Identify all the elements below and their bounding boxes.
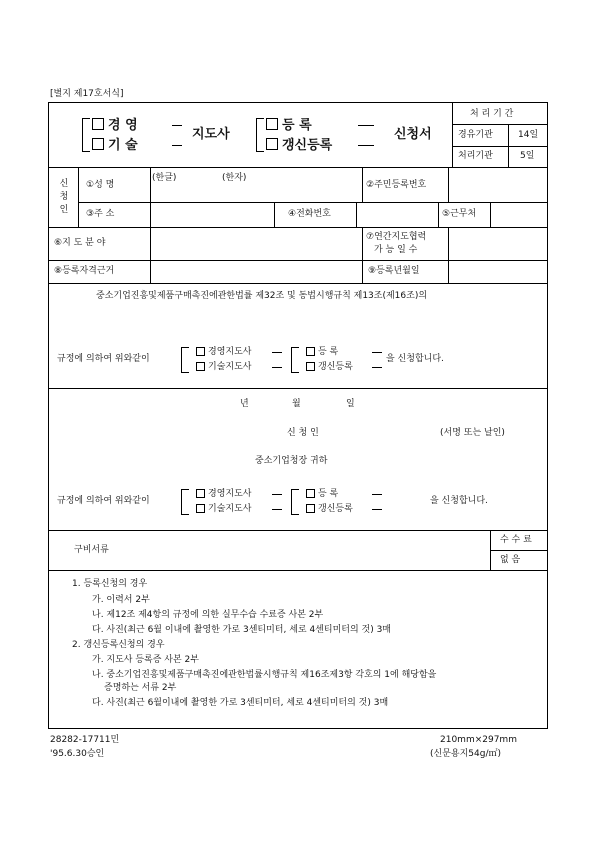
proc-value: 5일 xyxy=(520,151,535,161)
applicant-side-label: 신 청 인 xyxy=(59,179,69,215)
note-item: 나. 제12조 제4항의 규정에 의한 실무수습 수료증 사본 2부 xyxy=(92,610,324,620)
stmt2-opt-manage[interactable]: 경영지도사 xyxy=(196,489,251,499)
name-hanja-label: (한자) xyxy=(222,173,247,183)
address-field[interactable] xyxy=(152,205,272,225)
date-month: 월 xyxy=(292,399,301,409)
stmt-opt-register[interactable]: 등 록 xyxy=(306,347,338,357)
stmt2-opt-tech[interactable]: 기술지도사 xyxy=(196,504,251,514)
checkbox-icon[interactable] xyxy=(196,504,205,513)
checkbox-icon[interactable] xyxy=(196,489,205,498)
checkbox-icon[interactable] xyxy=(266,118,278,130)
rrn-field[interactable] xyxy=(450,170,546,200)
signature-field[interactable] xyxy=(330,424,430,440)
note-item: 다. 사진(최근 6월 이내에 촬영한 가로 3센티미터, 세로 4센티미터의 것) 3매 xyxy=(92,625,391,635)
qual-field[interactable] xyxy=(152,263,360,281)
checkbox-icon[interactable] xyxy=(306,504,315,513)
stmt-opt-manage[interactable]: 경영지도사 xyxy=(196,347,251,357)
stmt2-opt-renew[interactable]: 갱신등록 xyxy=(306,504,353,514)
footer-approval: '95.6.30승인 xyxy=(50,749,105,759)
checkbox-icon[interactable] xyxy=(306,489,315,498)
applicant-sign: 신 청 인 xyxy=(287,428,319,438)
name-field[interactable] xyxy=(152,186,360,200)
checkbox-icon[interactable] xyxy=(306,347,315,356)
sign-note: (서명 또는 날인) xyxy=(440,428,505,438)
workplace-label: ⑤근무처 xyxy=(442,209,477,219)
note-item: 다. 사진(최근 6월이내에 촬영한 가로 3센티미터, 세로 4센티미터의 것) 3매 xyxy=(92,698,389,708)
checkbox-icon[interactable] xyxy=(92,118,104,130)
qual-label: ⑧등록자격근거 xyxy=(54,266,115,276)
note-item: 2. 갱신등록신청의 경우 xyxy=(72,640,165,650)
note-item: 나. 중소기업진흥및제품구매촉진에관한법률시행규칙 제16조제3항 각호의 1에 해당함을 xyxy=(92,670,437,680)
docs-label: 구비서류 xyxy=(74,545,109,555)
title-opt-renew[interactable]: 갱신등록 xyxy=(266,138,332,152)
note-item: 가. 지도사 등록증 사본 2부 xyxy=(92,655,199,665)
title-mid: 지도사 xyxy=(192,127,230,142)
annual-label-1: ⑦연간지도협력 xyxy=(366,232,427,242)
stmt-opt-tech[interactable]: 기술지도사 xyxy=(196,362,251,372)
phone-label: ④전화번호 xyxy=(288,209,331,219)
footer-paper: (신문용지54g/㎡) xyxy=(430,749,501,759)
title-opt-manage[interactable]: 경 영 xyxy=(92,118,138,132)
title-end: 신청서 xyxy=(394,127,432,142)
via-label: 경유기관 xyxy=(458,130,493,140)
checkbox-icon[interactable] xyxy=(196,347,205,356)
rrn-label: ②주민등록번호 xyxy=(366,180,427,190)
stmt-opt-renew[interactable]: 갱신등록 xyxy=(306,362,353,372)
date-day: 일 xyxy=(346,399,355,409)
field-input[interactable] xyxy=(152,230,360,258)
via-value: 14일 xyxy=(518,130,539,140)
checkbox-icon[interactable] xyxy=(266,138,278,150)
name-kor-label: (한글) xyxy=(152,173,177,183)
phone-field[interactable] xyxy=(358,205,436,225)
statement-prefix: 규정에 의하여 위와같이 xyxy=(57,354,150,364)
proc-label: 처리기관 xyxy=(458,151,493,161)
processing-title: 처 리 기 간 xyxy=(470,109,514,119)
checkbox-icon[interactable] xyxy=(196,362,205,371)
statement2-prefix: 규정에 의하여 위와같이 xyxy=(57,496,150,506)
regyear-field[interactable] xyxy=(450,263,546,281)
checkbox-icon[interactable] xyxy=(306,362,315,371)
fee-label: 수 수 료 xyxy=(500,535,532,545)
date-year: 년 xyxy=(240,399,249,409)
statement-suffix: 을 신청합니다. xyxy=(386,354,444,364)
stmt2-opt-register[interactable]: 등 록 xyxy=(306,489,338,499)
legal-basis: 중소기업진흥및제품구매촉진에관한법률 제32조 및 동법시행규칙 제13조(제16조)의 xyxy=(96,291,428,301)
title-opt-register[interactable]: 등 록 xyxy=(266,118,312,132)
form-label: [별지 제17호서식] xyxy=(50,89,124,99)
address-label: ③주 소 xyxy=(86,209,115,219)
footer-code: 28282-17711민 xyxy=(50,735,120,745)
addressee: 중소기업청장 귀하 xyxy=(255,456,328,466)
note-item: 가. 이력서 2부 xyxy=(92,595,150,605)
title-opt-tech[interactable]: 기 술 xyxy=(92,138,138,152)
footer-size: 210mm×297mm xyxy=(440,735,517,745)
name-label: ①성 명 xyxy=(86,180,115,190)
note-item: 1. 등록신청의 경우 xyxy=(72,579,148,589)
checkbox-icon[interactable] xyxy=(92,138,104,150)
note-item: 증명하는 서류 2부 xyxy=(104,683,177,693)
regyear-label: ⑨등록년월일 xyxy=(368,266,420,276)
annual-days-field[interactable] xyxy=(450,230,546,258)
field-label: ⑥지 도 분 야 xyxy=(54,238,106,248)
annual-label-2: 가 능 일 수 xyxy=(374,245,418,255)
workplace-field[interactable] xyxy=(492,205,546,225)
fee-value: 없 음 xyxy=(500,555,521,565)
statement2-suffix: 을 신청합니다. xyxy=(430,496,488,506)
